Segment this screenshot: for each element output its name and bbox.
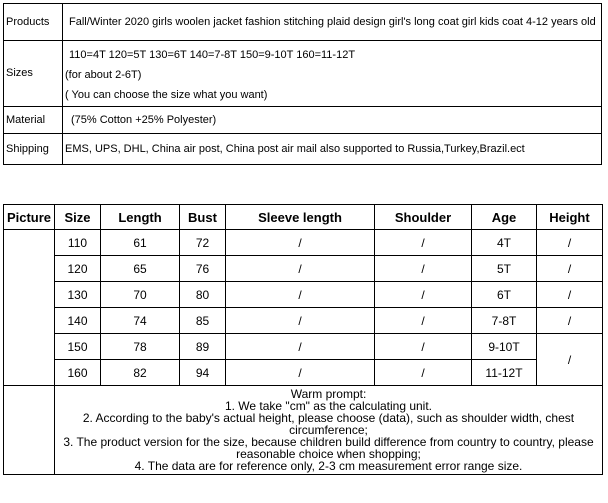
cell-bust: 89 (180, 334, 226, 360)
cell-height: / (537, 256, 603, 282)
cell-size: 150 (55, 334, 101, 360)
sizes-line: 110=4T 120=5T 130=6T 140=7-8T 150=9-10T 160=11-12T (69, 48, 356, 61)
cell-age: 11-12T (472, 360, 537, 386)
cell-shoulder: / (375, 334, 472, 360)
table-row (4, 256, 603, 282)
prompt-line: 3. The product version for the size, because children build difference from country to country, please reasonable choice when shopping; (63, 435, 594, 461)
cell-size: 140 (55, 308, 101, 334)
cell-length: 78 (101, 334, 180, 360)
cell-length: 65 (101, 256, 180, 282)
table-row (4, 360, 603, 386)
table-row (4, 230, 603, 256)
cell-length: 74 (101, 308, 180, 334)
cell-height: / (537, 230, 603, 256)
cell-bust: 80 (180, 282, 226, 308)
cell-height: / (537, 282, 603, 308)
products-label: Products (4, 4, 63, 41)
cell-bust: 72 (180, 230, 226, 256)
header-length: Length (101, 205, 180, 230)
sizes-cell (63, 41, 602, 107)
cell-age: 4T (472, 230, 537, 256)
products-text: Fall/Winter 2020 girls woolen jacket fashion stitching plaid design girl's long coat girl kids coat 4-12 years old (63, 4, 602, 41)
cell-size: 120 (55, 256, 101, 282)
cell-age: 7-8T (472, 308, 537, 334)
cell-shoulder: / (375, 256, 472, 282)
prompt-line: 2. According to the baby's actual height, please choose (data), such as shoulder width, chest circumference; (82, 411, 575, 437)
picture-cell (4, 230, 55, 386)
product-info-table (3, 3, 602, 165)
header-shoulder: Shoulder (375, 205, 472, 230)
cell-length: 70 (101, 282, 180, 308)
cell-bust: 94 (180, 360, 226, 386)
cell-age: 9-10T (472, 334, 537, 360)
prompt-line: 4. The data are for reference only, 2-3 cm measurement error range size. (134, 459, 523, 473)
cell-size: 160 (55, 360, 101, 386)
sizes-line: (for about 2-6T) (65, 68, 142, 81)
cell-shoulder: / (375, 360, 472, 386)
cell-age: 5T (472, 256, 537, 282)
cell-height: / (537, 308, 603, 334)
cell-sleeve: / (226, 230, 375, 256)
sizes-label: Sizes (4, 41, 63, 107)
header-size: Size (55, 205, 101, 230)
cell-size: 110 (55, 230, 101, 256)
cell-sleeve: / (226, 256, 375, 282)
cell-bust: 85 (180, 308, 226, 334)
cell-shoulder: / (375, 282, 472, 308)
cell-height-merged: / (537, 334, 603, 386)
table-row (4, 282, 603, 308)
prompt-line: 1. We take "cm" as the calculating unit. (224, 399, 433, 413)
cell-sleeve: / (226, 360, 375, 386)
header-picture: Picture (4, 205, 55, 230)
prompt-left-spacer (4, 386, 55, 475)
header-age: Age (472, 205, 537, 230)
cell-shoulder: / (375, 230, 472, 256)
material-label: Material (4, 107, 63, 134)
table-row (4, 334, 603, 360)
cell-bust: 76 (180, 256, 226, 282)
cell-length: 61 (101, 230, 180, 256)
header-sleeve-length: Sleeve length (226, 205, 375, 230)
prompt-title: Warm prompt: (290, 387, 367, 401)
cell-sleeve: / (226, 308, 375, 334)
warm-prompt (55, 386, 603, 475)
cell-size: 130 (55, 282, 101, 308)
header-bust: Bust (180, 205, 226, 230)
table-row (4, 308, 603, 334)
header-height: Height (537, 205, 603, 230)
cell-sleeve: / (226, 282, 375, 308)
material-text: (75% Cotton +25% Polyester) (63, 107, 602, 134)
shipping-text: EMS, UPS, DHL, China air post, China post air mail also supported to Russia,Turkey,Brazil.ect (63, 134, 602, 165)
cell-sleeve: / (226, 334, 375, 360)
cell-shoulder: / (375, 308, 472, 334)
sizes-line: ( You can choose the size what you want) (65, 88, 268, 101)
cell-age: 6T (472, 282, 537, 308)
cell-length: 82 (101, 360, 180, 386)
shipping-label: Shipping (4, 134, 63, 165)
size-chart-table (3, 204, 603, 475)
